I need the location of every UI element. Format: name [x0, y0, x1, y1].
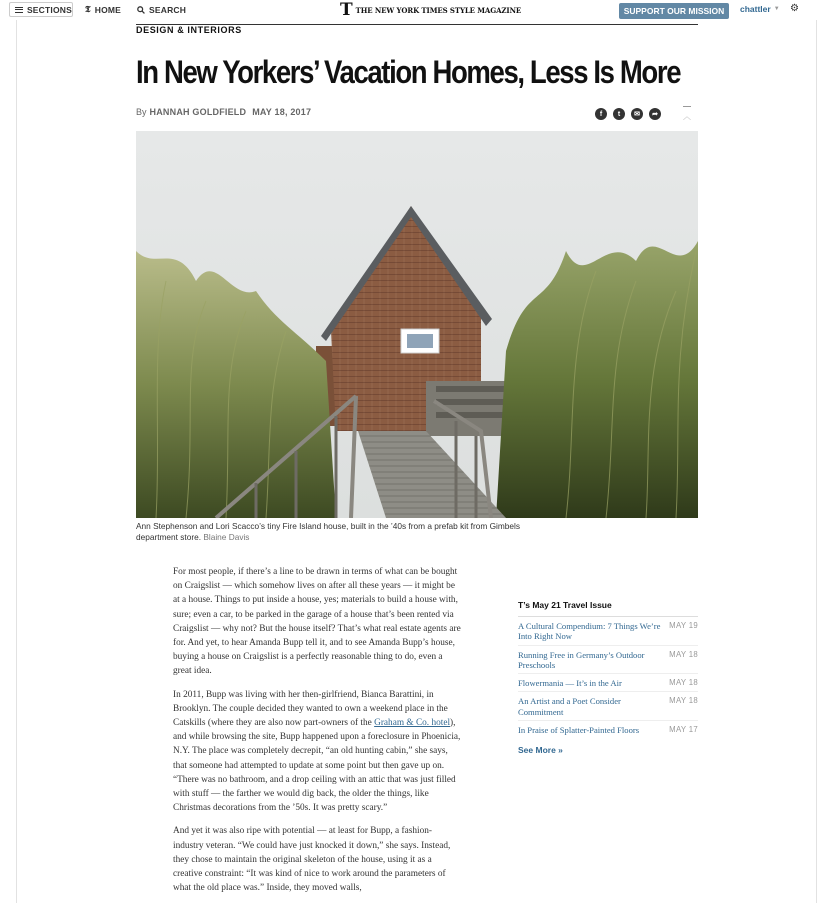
sidebar-list-item[interactable]	[518, 617, 698, 646]
sections-button[interactable]	[9, 2, 73, 17]
more-line-icon	[683, 106, 691, 107]
sidebar-item-date: MAY 19	[669, 621, 698, 630]
hero-photo	[136, 131, 698, 518]
hamburger-icon	[15, 7, 23, 13]
support-our-mission-button[interactable]: SUPPORT OUR MISSION	[619, 3, 729, 19]
nyt-t-icon: 𝕿	[85, 4, 91, 15]
sidebar-title: T’s May 21 Travel Issue	[518, 600, 698, 617]
search-button[interactable]	[137, 2, 186, 17]
see-more-link[interactable]: See More »	[518, 745, 563, 756]
sidebar-item-date: MAY 18	[669, 678, 698, 688]
sidebar-item-date: MAY 18	[669, 649, 698, 659]
paragraph-2-start: In 2011, Bupp was living with her then-girlfriend, Bianca Barattini, in Brooklyn. The couple decided they wanted to own a weekend place in the Catskills (where they are also now part-owners of the	[173, 689, 448, 729]
article-headline: In New Yorkers’ Vacation Homes, Less Is More	[136, 54, 681, 90]
sidebar-item-title[interactable]: In Praise of Splatter-Painted Floors	[518, 725, 640, 736]
t-logo-mark: T	[340, 0, 353, 20]
sidebar-item-title[interactable]: Running Free in Germany’s Outdoor Preschools	[518, 649, 645, 670]
home-label: HOME	[94, 4, 122, 15]
email-icon[interactable]: ✉	[631, 108, 643, 120]
chevron-down-icon: ▼	[773, 6, 780, 12]
travel-issue-sidebar	[518, 600, 698, 755]
twitter-icon[interactable]: t	[613, 108, 625, 120]
home-button[interactable]	[85, 2, 121, 17]
photo-credit: Blaine Davis	[203, 531, 250, 542]
sections-label: SECTIONS	[26, 4, 72, 15]
facebook-icon[interactable]: f	[595, 108, 607, 120]
chevron-up-icon: ︿	[683, 112, 691, 121]
sidebar-item-date: MAY 18	[669, 696, 698, 706]
sidebar-item-title[interactable]: An Artist and a Poet Consider Commitment	[518, 696, 621, 717]
sidebar-list-item[interactable]	[518, 674, 698, 692]
hero-photo-illustration	[136, 131, 698, 518]
byline-prefix: By	[136, 107, 147, 117]
gear-icon[interactable]: ⚙	[790, 3, 799, 14]
t-magazine-logo[interactable]	[340, 2, 521, 18]
paragraph-1: For most people, if there’s a line to be drawn in terms of what can be bought on Craigslist — which somehow lives on after all these years — it might be at a house. Things to put inside a house, yes; materials to build a house with, sure; even a car, to be parked in the garage of a house that’s been rented via Craigslist — why not? But the house itself? That’s what real estate agents are for. And yet, to hear Amanda Bupp tell it, and to see Amanda Bupp’s house, buying a house on Craigslist is a perfectly reasonable thing to do, even a great idea.	[173, 567, 461, 677]
paragraph-2	[173, 688, 461, 816]
author-name[interactable]: HANNAH GOLDFIELD	[149, 107, 247, 117]
share-arrow-icon[interactable]: ➦	[649, 108, 661, 120]
search-label: SEARCH	[149, 4, 187, 15]
top-navigation-bar	[0, 0, 827, 19]
user-menu[interactable]	[740, 4, 780, 14]
sidebar-item-title[interactable]: A Cultural Compendium: 7 Things We’re Into Right Now	[518, 621, 661, 642]
logo-text: THE NEW YORK TIMES STYLE MAGAZINE	[355, 5, 522, 15]
byline	[136, 107, 311, 117]
page-frame-right	[816, 20, 817, 903]
more-share-button[interactable]	[682, 104, 692, 122]
publish-date: MAY 18, 2017	[252, 107, 312, 117]
sidebar-item-title[interactable]: Flowermania — It’s in the Air	[518, 678, 622, 689]
paragraph-2-end: ), and while browsing the site, Bupp happened upon a foreclosure in Phoenicia, N.Y. The place was completely decrepit, “an old hunting cabin,” she says, that someone had attempted to update at some point but then gave up on. “There was no bathroom, and a drop ceiling with an attic that was just filled with stuff — the farther we would dig back, the older the things, like Christmas decorations from the ’50s. It was pretty scary.”	[173, 718, 461, 814]
page-frame-left	[16, 20, 17, 903]
sidebar-list-item[interactable]	[518, 692, 698, 721]
sidebar-list-item[interactable]	[518, 646, 698, 675]
caption-text: Ann Stephenson and Lori Scacco’s tiny Fire Island house, built in the ’40s from a prefab kit from Gimbels department store.	[136, 521, 521, 542]
share-tools	[595, 108, 661, 120]
photo-caption	[136, 521, 556, 542]
graham-co-hotel-link[interactable]: Graham & Co. hotel	[374, 718, 451, 729]
search-icon	[137, 6, 145, 14]
article-body	[173, 565, 461, 904]
sidebar-list-item[interactable]	[518, 721, 698, 738]
section-kicker[interactable]: DESIGN & INTERIORS	[136, 25, 242, 35]
paragraph-3: And yet it was also ripe with potential — at least for Bupp, a fashion-industry veteran. “We could have just knocked it down,” she says. Instead, they chose to maintain the original skeleton of the house, using it as a creative constraint: “It was kind of nice to work around the parameters of what the old place was.” Inside, they moved walls,	[173, 826, 451, 894]
user-name: chattler	[740, 4, 771, 14]
sidebar-item-date: MAY 17	[669, 725, 698, 735]
